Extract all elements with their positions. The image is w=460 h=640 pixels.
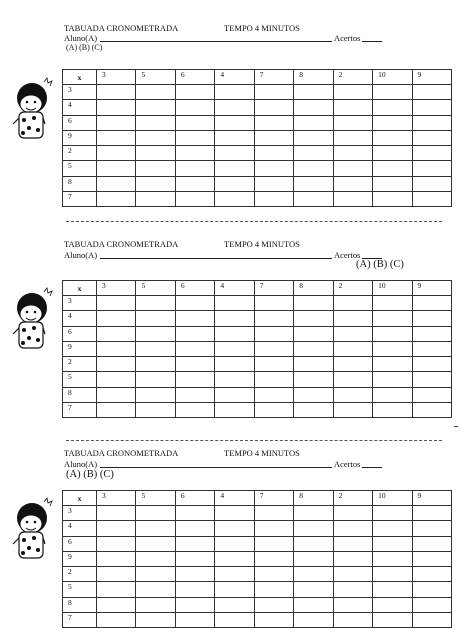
answer-cell[interactable] <box>97 536 136 551</box>
answer-cell[interactable] <box>294 536 333 551</box>
column-header: 9 <box>412 491 452 506</box>
table-corner: x <box>63 491 97 506</box>
answer-cell[interactable] <box>136 597 175 612</box>
row-header: 7 <box>63 402 97 417</box>
answer-cell[interactable] <box>412 567 452 582</box>
answer-cell[interactable] <box>254 582 293 597</box>
answer-cell[interactable] <box>175 536 214 551</box>
answer-cell[interactable] <box>254 551 293 566</box>
column-header: 6 <box>175 281 214 296</box>
answer-cell[interactable] <box>333 612 372 627</box>
answer-cell[interactable] <box>136 612 175 627</box>
row-header: 9 <box>63 130 97 145</box>
column-header: 6 <box>175 70 214 85</box>
level-options: (A) (B) (C) <box>66 43 103 52</box>
answer-cell[interactable] <box>412 536 452 551</box>
column-header: 7 <box>254 491 293 506</box>
worksheet-title: TABUADA CRONOMETRADA <box>64 239 179 249</box>
column-header: 9 <box>412 281 452 296</box>
row-header: 2 <box>63 357 97 372</box>
answer-cell[interactable] <box>254 536 293 551</box>
answer-cell[interactable] <box>333 567 372 582</box>
row-header: 9 <box>63 341 97 356</box>
column-header: 4 <box>215 491 254 506</box>
table-corner: x <box>63 70 97 85</box>
table-corner: x <box>63 281 97 296</box>
row-header: 3 <box>63 506 97 521</box>
answer-cell[interactable] <box>333 597 372 612</box>
answer-cell[interactable] <box>373 536 412 551</box>
answer-cell[interactable] <box>373 506 412 521</box>
column-header: 7 <box>254 281 293 296</box>
column-header: 8 <box>294 491 333 506</box>
row-header: 6 <box>63 115 97 130</box>
answer-cell[interactable] <box>254 612 293 627</box>
column-header: 6 <box>175 491 214 506</box>
answer-cell[interactable] <box>215 506 254 521</box>
answer-cell[interactable] <box>136 521 175 536</box>
answer-cell[interactable] <box>215 521 254 536</box>
answer-cell[interactable] <box>97 582 136 597</box>
answer-cell[interactable] <box>215 612 254 627</box>
answer-cell[interactable] <box>136 536 175 551</box>
answer-cell[interactable] <box>373 612 412 627</box>
answer-cell[interactable] <box>373 582 412 597</box>
answer-cell[interactable] <box>412 582 452 597</box>
answer-cell[interactable] <box>333 521 372 536</box>
answer-cell[interactable] <box>175 506 214 521</box>
mascot-illustration <box>4 492 60 582</box>
answer-cell[interactable] <box>254 506 293 521</box>
answer-cell[interactable] <box>97 567 136 582</box>
answer-cell[interactable] <box>97 506 136 521</box>
column-header: 5 <box>136 491 175 506</box>
column-header: 4 <box>215 281 254 296</box>
answer-cell[interactable] <box>175 567 214 582</box>
answer-cell[interactable] <box>373 597 412 612</box>
student-name-label: Aluno(A) <box>64 459 98 469</box>
column-header: 10 <box>373 281 412 296</box>
column-header: 5 <box>136 281 175 296</box>
answer-cell[interactable] <box>294 521 333 536</box>
answer-cell[interactable] <box>254 567 293 582</box>
answer-cell[interactable] <box>412 551 452 566</box>
row-header: 5 <box>63 372 97 387</box>
answer-cell[interactable] <box>412 521 452 536</box>
answer-cell[interactable] <box>136 567 175 582</box>
row-header: 8 <box>63 597 97 612</box>
answer-cell[interactable] <box>215 597 254 612</box>
row-header: 7 <box>63 612 97 627</box>
answer-cell[interactable] <box>136 582 175 597</box>
row-header: 8 <box>63 176 97 191</box>
column-header: 5 <box>136 70 175 85</box>
column-header: 4 <box>215 70 254 85</box>
row-header: 5 <box>63 582 97 597</box>
answer-cell[interactable] <box>294 597 333 612</box>
row-header: 7 <box>63 191 97 206</box>
score-label: Acertos <box>334 459 361 469</box>
column-header: 2 <box>333 70 372 85</box>
student-name-label: Aluno(A) <box>64 33 98 43</box>
answer-cell[interactable] <box>412 506 452 521</box>
answer-cell[interactable] <box>136 551 175 566</box>
answer-cell[interactable] <box>215 582 254 597</box>
row-header: 4 <box>63 521 97 536</box>
answer-cell[interactable] <box>373 567 412 582</box>
time-limit: TEMPO 4 MINUTOS <box>224 448 300 458</box>
score-label: Acertos <box>334 250 361 260</box>
answer-cell[interactable] <box>373 551 412 566</box>
column-header: 7 <box>254 70 293 85</box>
row-header: 8 <box>63 387 97 402</box>
answer-cell[interactable] <box>175 612 214 627</box>
column-header: 8 <box>294 70 333 85</box>
row-header: 4 <box>63 311 97 326</box>
answer-cell[interactable] <box>294 612 333 627</box>
answer-cell[interactable] <box>294 567 333 582</box>
row-header: 5 <box>63 161 97 176</box>
column-header: 10 <box>373 70 412 85</box>
row-header: 4 <box>63 100 97 115</box>
answer-cell[interactable] <box>333 536 372 551</box>
row-header: 6 <box>63 536 97 551</box>
column-header: 2 <box>333 281 372 296</box>
answer-cell[interactable] <box>215 567 254 582</box>
answer-cell[interactable] <box>175 597 214 612</box>
student-name-label: Aluno(A) <box>64 250 98 260</box>
row-header: 9 <box>63 551 97 566</box>
multiplication-table <box>62 490 452 628</box>
score-field[interactable] <box>362 467 382 468</box>
answer-cell[interactable] <box>97 551 136 566</box>
row-header: 2 <box>63 146 97 161</box>
answer-cell[interactable] <box>97 597 136 612</box>
answer-cell[interactable] <box>412 612 452 627</box>
level-options: (A) (B) (C) <box>356 259 404 270</box>
column-header: 8 <box>294 281 333 296</box>
answer-cell[interactable] <box>136 506 175 521</box>
answer-cell[interactable] <box>294 582 333 597</box>
answer-cell[interactable] <box>412 597 452 612</box>
answer-cell[interactable] <box>333 582 372 597</box>
answer-cell[interactable] <box>254 521 293 536</box>
time-limit: TEMPO 4 MINUTOS <box>224 239 300 249</box>
score-label: Acertos <box>334 33 361 43</box>
row-header: 3 <box>63 296 97 311</box>
answer-cell[interactable] <box>373 521 412 536</box>
column-header: 3 <box>97 281 136 296</box>
column-header: 3 <box>97 70 136 85</box>
row-header: 6 <box>63 326 97 341</box>
column-header: 3 <box>97 491 136 506</box>
answer-cell[interactable] <box>215 551 254 566</box>
column-header: 10 <box>373 491 412 506</box>
answer-cell[interactable] <box>97 521 136 536</box>
row-header: 2 <box>63 567 97 582</box>
student-name-field[interactable] <box>100 467 332 468</box>
worksheet-title: TABUADA CRONOMETRADA <box>64 23 179 33</box>
level-options: (A) (B) (C) <box>66 469 114 480</box>
worksheet-title: TABUADA CRONOMETRADA <box>64 448 179 458</box>
answer-cell[interactable] <box>215 536 254 551</box>
answer-cell[interactable] <box>175 582 214 597</box>
answer-cell[interactable] <box>97 612 136 627</box>
row-header: 3 <box>63 85 97 100</box>
answer-cell[interactable] <box>175 521 214 536</box>
answer-cell[interactable] <box>333 506 372 521</box>
answer-cell[interactable] <box>254 597 293 612</box>
answer-cell[interactable] <box>294 506 333 521</box>
column-header: 2 <box>333 491 372 506</box>
answer-cell[interactable] <box>333 551 372 566</box>
answer-cell[interactable] <box>294 551 333 566</box>
answer-cell[interactable] <box>175 551 214 566</box>
time-limit: TEMPO 4 MINUTOS <box>224 23 300 33</box>
column-header: 9 <box>412 70 452 85</box>
